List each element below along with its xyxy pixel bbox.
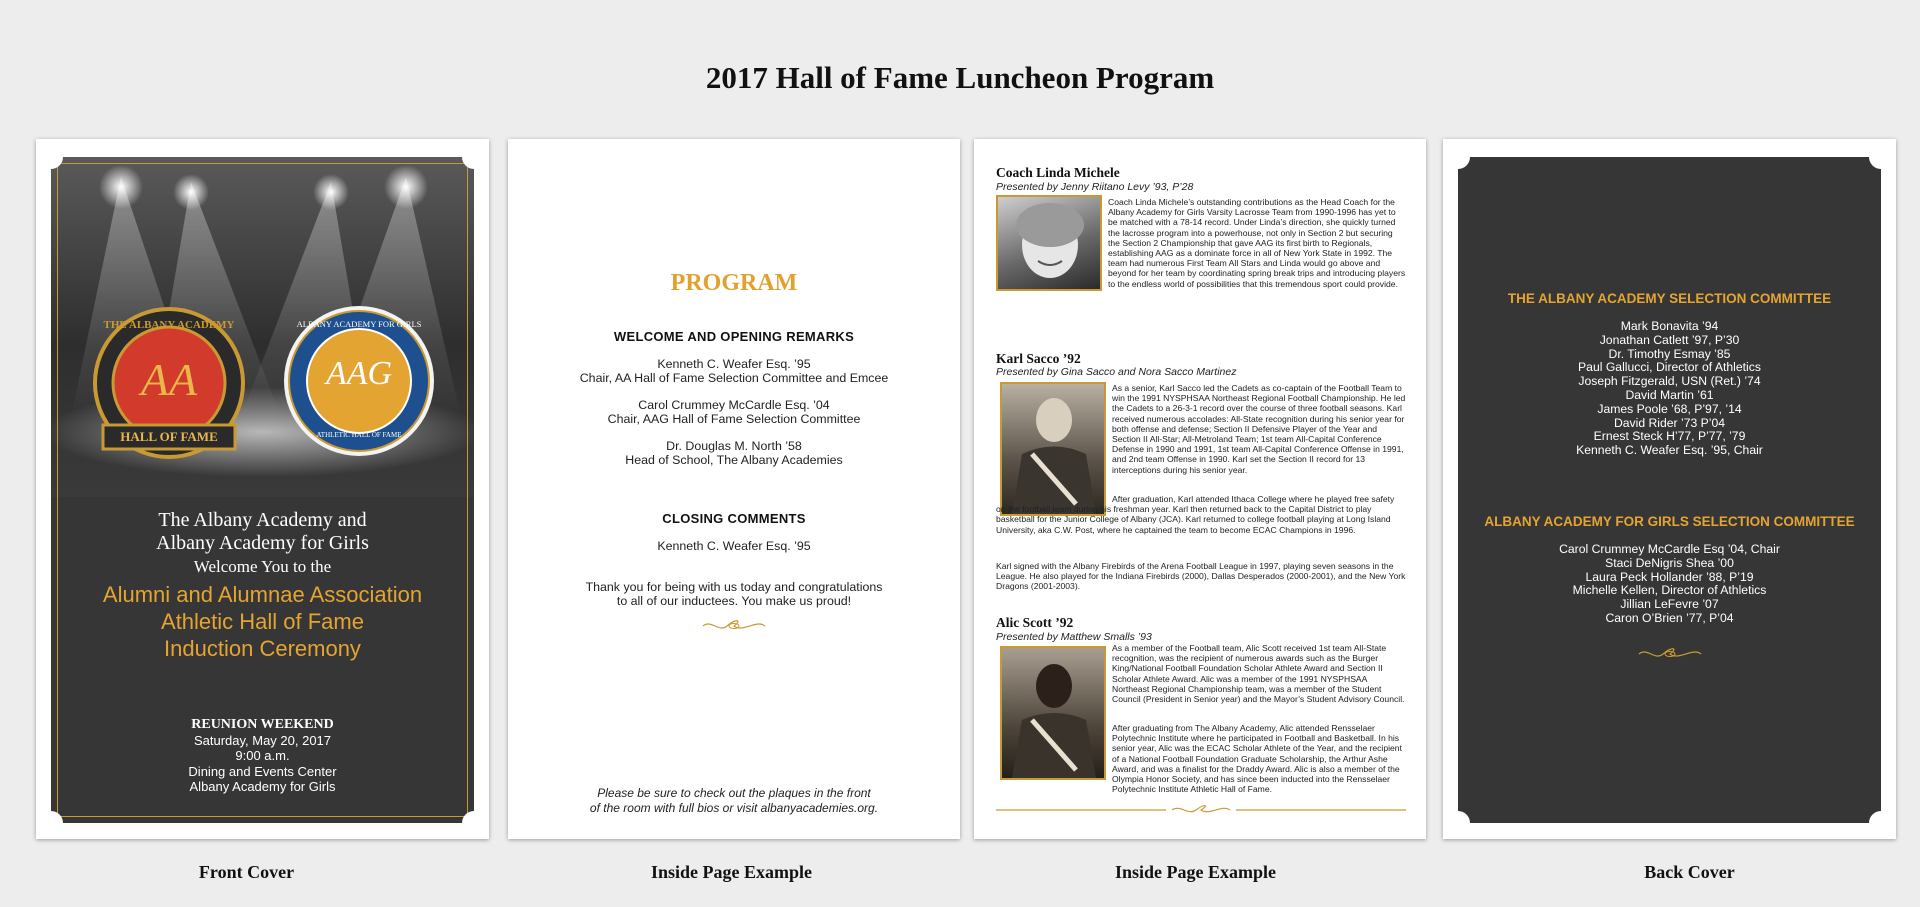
logo-left-top-text: THE ALBANY ACADEMY (103, 319, 235, 331)
aa-committee-heading: THE ALBANY ACADEMY SELECTION COMMITTEE (1507, 291, 1832, 306)
aag-committee-list (1443, 543, 1896, 626)
aa-member: Dr. Timothy Esmay ’85 (1608, 346, 1731, 361)
cover-detail-date: Saturday, May 20, 2017 (193, 732, 332, 748)
cover-detail-time: 9:00 a.m. (235, 748, 290, 763)
thanks-line-2: to all of our inductees. You make us proud! (616, 594, 852, 608)
cover-detail-venue: Dining and Events Center (188, 763, 337, 779)
cover-event-line-1: Alumni and Alumnae Association (102, 582, 423, 607)
logo-left-banner: HALL OF FAME (120, 429, 218, 444)
inductee-3-presenter: Presented by Matthew Smalls ’93 (996, 631, 1152, 643)
logo-right-monogram: AAG (325, 355, 393, 392)
aag-member: Michelle Kellen, Director of Athletics (1572, 583, 1767, 598)
cover-intro (51, 509, 474, 578)
inductees-page-panel (974, 139, 1426, 839)
inductee-2-bio: As a senior, Karl Sacco led the Cadets as co-captain of the Football Team to win the 1991 NYSPHSAA Northeast Regional Football Championship. He led the Cadets to a 26-3-1 record over the course of three football seasons. Karl received numerous accolades: All-State recognition during his senior year for both offense and defense; Section II Defensive Player of the Year and Section II All-Star; All-Metroland Team; 1st team All-Capital Conference Defense in 1990 and 1991, 1st team All-Capital Conference Offense in 1991, and 2nd team Offense in 1990. Karl set the Section II record for 13 interceptions during his senior year. (1112, 383, 1406, 475)
logo-left-monogram: AA (140, 354, 198, 405)
caption-back-cover: Back Cover (1644, 862, 1735, 882)
aa-member: Joseph Fitzgerald, USN (Ret.) ’74 (1578, 374, 1761, 389)
inductee-3-bio: As a member of the Football team, Alic Scott received 1st team All-State recognition, was the recipient of numerous awards such as the Burger King/National Football Foundation Scholar Athlete Award and Section II Scholar Athlete Award. Alic was a member of the 1991 NYSPHSAA Northeast Regional Championship team, was a member of the Student Council (President in Senior year) and the Mayor’s Student Advisory Council. (1112, 643, 1405, 705)
aa-member: David Martin ’61 (1625, 387, 1714, 402)
back-cover-flourish-ornament (1637, 647, 1703, 661)
inductee-1-presenter: Presented by Jenny Riitano Levy ’93, P’28 (996, 181, 1194, 193)
cover-intro-line-3: Welcome You to the (193, 557, 332, 576)
inductee-1-name: Coach Linda Michele (996, 165, 1120, 180)
aa-committee-list (1443, 320, 1896, 458)
back-cover-panel (1443, 139, 1896, 839)
cover-intro-line-1: The Albany Academy and (158, 509, 367, 531)
aa-member: David Rider ’73 P’04 (1613, 415, 1726, 430)
closing-speaker: Kenneth C. Weafer Esq. ’95 (657, 539, 811, 553)
logo-right-top-text: ALBANY ACADEMY FOR GIRLS (296, 319, 422, 329)
caption-inside-page-2: Inside Page Example (1114, 862, 1276, 882)
aag-committee-heading: ALBANY ACADEMY FOR GIRLS SELECTION COMMITTEE (1484, 514, 1855, 529)
aag-member: Jillian LeFevre ’07 (1620, 597, 1719, 612)
aa-member: Kenneth C. Weafer Esq. ’95, Chair (1576, 443, 1763, 458)
caption-inside-page-1: Inside Page Example (650, 862, 812, 882)
aag-member: Carol Crummey McCardle Esq ’04, Chair (1559, 542, 1780, 556)
inductees-footer-rule (996, 803, 1406, 817)
speaker-3-name: Dr. Douglas M. North ’58 (666, 439, 802, 453)
cover-event-details (51, 717, 474, 795)
inductee-2-bio-3: Karl signed with the Albany Firebirds of the Arena Football League in 1997, playing seven seasons in the League. He also played for the Indiana Firebirds (2000), Dallas Desperados (2000-2001), and the New York Dragons (2001-2003). (996, 561, 1406, 592)
inductee-1-photo (996, 195, 1102, 291)
inductee-2-name: Karl Sacco ’92 (996, 351, 1081, 366)
aag-member: Laura Peck Hollander ’88, P’19 (1585, 569, 1754, 584)
inductee-3-bio-2: After graduating from The Albany Academy, Alic attended Rensselaer Polytechnic Institute where he participated in Football and Basketball. In his senior year, Alic was the ECAC Scholar Athlete of the Year, and the recipient of a National Football Foundation Graduate Scholarship, the Arthur Ashe Award, and was a finalist for the Draddy Award. Alic is also a member of the Olympia Honor Society, and has since been inducted into the Rensselaer Polytechnic Institute Athletic Hall of Fame. (1112, 723, 1402, 795)
reunion-weekend-title: REUNION WEEKEND (191, 717, 334, 732)
inductee-3-name: Alic Scott ’92 (996, 615, 1074, 630)
speaker-1-name: Kenneth C. Weafer Esq. ’95 (657, 357, 811, 371)
aa-member: James Poole ’68, P’97, ’14 (1597, 401, 1742, 416)
speaker-1-role: Chair, AA Hall of Fame Selection Committee and Emcee (579, 371, 889, 385)
aag-member: Staci DeNigris Shea ’00 (1605, 555, 1734, 570)
inductee-2-bio-2: After graduation, Karl attended Ithaca College where he played free safety on the football team during his freshman year. Karl then returned back to the Capital District to play basketball for the Junior College of Albany (JCA). Karl returned to college football playing at Long Island University, aka C.W. Post, where he captained the team to become ECAC Champions in 1996. (996, 494, 1395, 535)
speaker-3-role: Head of School, The Albany Academies (625, 453, 843, 467)
page-title: 2017 Hall of Fame Luncheon Program (705, 60, 1215, 95)
aa-member: Ernest Steck H’77, P’77, ’79 (1593, 429, 1746, 444)
closing-comments-heading: CLOSING COMMENTS (662, 511, 806, 526)
aa-member: Mark Bonavita ’94 (1620, 319, 1719, 333)
aa-member: Paul Gallucci, Director of Athletics (1578, 360, 1761, 375)
caption-front-cover: Front Cover (198, 862, 295, 882)
aag-member: Caron O’Brien ’77, P’04 (1605, 610, 1734, 625)
program-flourish-ornament (701, 619, 767, 633)
albany-academy-hall-of-fame-logo (89, 305, 249, 465)
speaker-2-name: Carol Crummey McCardle Esq. ’04 (638, 398, 830, 412)
inductee-1-bio: Coach Linda Michele’s outstanding contributions as the Head Coach for the Albany Academy for Girls Varsity Lacrosse Team from 1990-1996 has yet to be matched with a 78-14 record. Under Linda’s direction, she quickly turned the lacrosse program into a powerhouse, not only in Section 2 but securing the Section 2 Championship that gave AAG its first birth to Regionals, establishing AAG as a dominate force in all of New York State in 1992. The team had numerous First Team All Stars and Linda would go above and beyond for her team by coordinating spring break trips and introducing players to the endless world of possibilities that this tremendous sport could provide. (1108, 197, 1406, 289)
cover-event-line-3: Induction Ceremony (164, 636, 361, 661)
program-heading: PROGRAM (670, 270, 798, 296)
welcome-remarks-heading: WELCOME AND OPENING REMARKS (613, 329, 855, 344)
inductee-2-presenter: Presented by Gina Sacco and Nora Sacco Martinez (996, 366, 1237, 378)
inductee-3-photo (1000, 646, 1106, 780)
program-page-panel (508, 139, 960, 839)
logo-right-bottom-text: ATHLETIC HALL OF FAME (316, 431, 402, 439)
footer-note-line-2: of the room with full bios or visit albanyacademies.org. (589, 801, 879, 815)
aa-member: Jonathan Catlett ’97, P’30 (1599, 332, 1740, 347)
footer-note-line-1: Please be sure to check out the plaques in the front (597, 786, 871, 800)
back-cover-background (1458, 157, 1881, 823)
cover-detail-location: Albany Academy for Girls (189, 779, 336, 794)
speaker-2-role: Chair, AAG Hall of Fame Selection Committee (607, 412, 861, 426)
cover-event-line-2: Athletic Hall of Fame (161, 609, 364, 634)
thanks-line-1: Thank you for being with us today and congratulations (585, 580, 883, 594)
cover-event-title (51, 581, 474, 662)
front-cover-panel (36, 139, 489, 839)
albany-academy-for-girls-logo (281, 303, 437, 459)
cover-intro-line-2: Albany Academy for Girls (156, 532, 369, 554)
